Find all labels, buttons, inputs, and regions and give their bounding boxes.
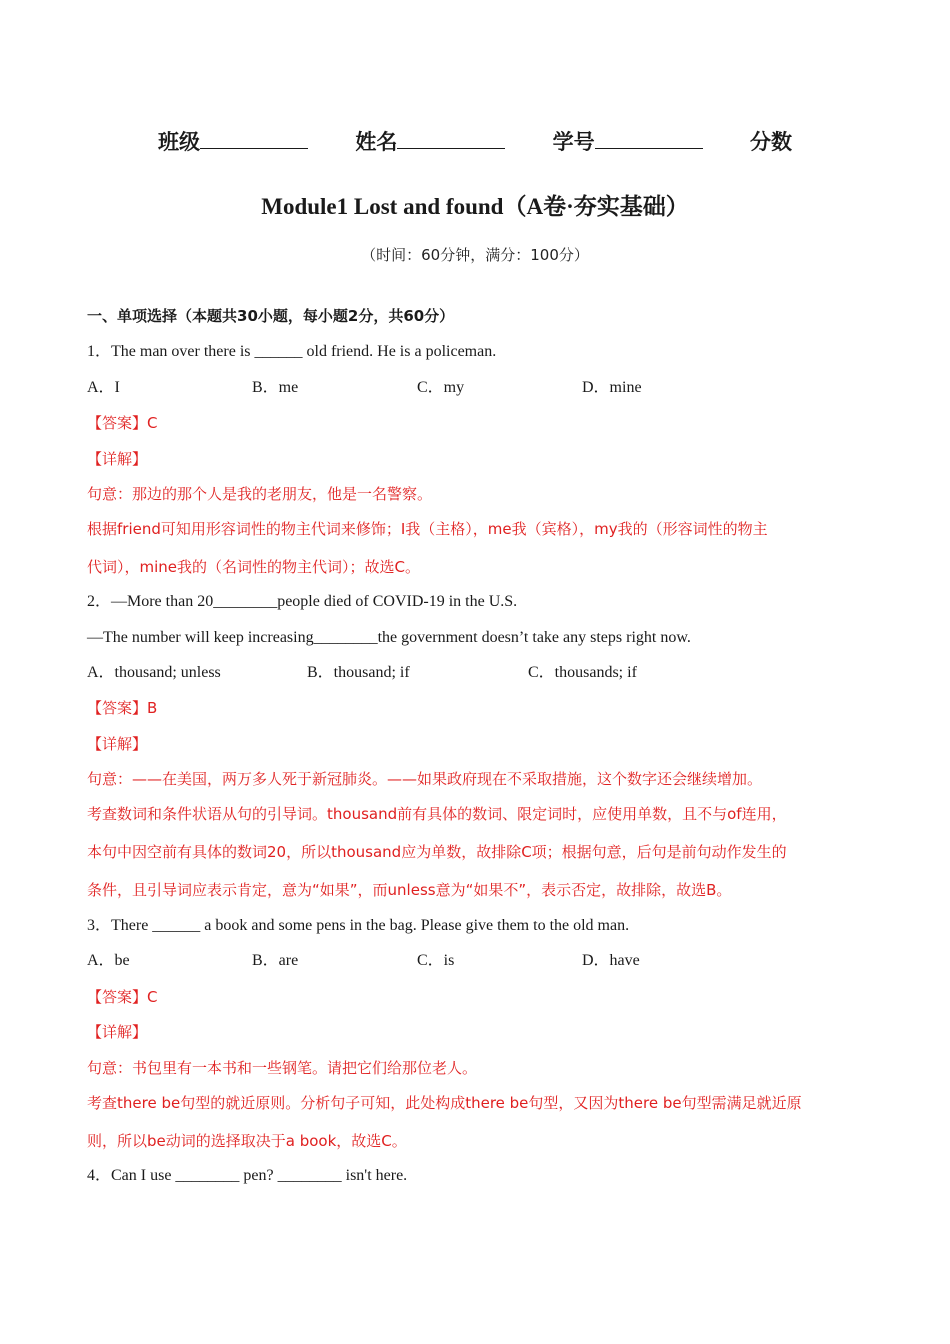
question-2-explain-line-1: 句意：——在美国，两万多人死于新冠肺炎。——如果政府现在不采取措施，这个数字还会继续增加。	[87, 770, 763, 788]
question-2-explain-line-3: 本句中因空前有具体的数词20，所以thousand应为单数，故排除C项；根据句意，后句是前句动作发生的	[87, 843, 787, 861]
question-1-answer: 【答案】C	[87, 414, 158, 432]
class-label: 班级	[158, 130, 201, 154]
question-1-option-d: D．mine	[582, 379, 642, 396]
question-1-detail-label: 【详解】	[87, 450, 148, 468]
page-subtitle: （时间：60分钟，满分：100分）	[361, 246, 589, 264]
name-blank	[397, 128, 505, 149]
question-3-explain-line-3: 则，所以be动词的选择取决于a book，故选C。	[87, 1132, 407, 1150]
question-3-stem: 3．There ______ a book and some pens in the bag. Please give them to the old man.	[87, 917, 630, 934]
class-blank	[200, 128, 308, 149]
question-2-option-b: B．thousand; if	[307, 664, 410, 681]
class-field	[158, 126, 308, 156]
name-label: 姓名	[355, 130, 398, 154]
question-1-option-b: B．me	[252, 379, 299, 396]
question-2-stem: 2．—More than 20________people died of COVID-19 in the U.S.	[87, 593, 518, 610]
question-3-answer: 【答案】C	[87, 988, 158, 1006]
name-field	[355, 126, 505, 156]
score-field	[750, 126, 792, 156]
question-3-explain-line-1: 句意：书包里有一本书和一些钢笔。请把它们给那位老人。	[87, 1059, 478, 1077]
id-field	[553, 126, 703, 156]
question-1-explain-line-1: 句意：那边的那个人是我的老朋友，他是一名警察。	[87, 485, 433, 503]
question-1-stem: 1．The man over there is ______ old friend. He is a policeman.	[87, 343, 497, 360]
question-3-option-d: D．have	[582, 952, 640, 969]
question-1-explain-line-2: 根据friend可知用形容词性的物主代词来修饰；I我（主格），me我（宾格），my我的（形容词性的物主	[87, 520, 768, 538]
question-2-stem-reply: —The number will keep increasing________the government doesn’t take any steps right now.	[87, 629, 691, 646]
question-3-option-a: A．be	[87, 952, 130, 969]
question-1-option-c: C．my	[417, 379, 465, 396]
question-2-explain-line-4: 条件，且引导词应表示肯定，意为“如果”，而unless意为“如果不”，表示否定，故排除，故选B。	[87, 881, 732, 899]
question-3-option-c: C．is	[417, 952, 455, 969]
question-2-option-c: C．thousands; if	[528, 664, 637, 681]
question-1-option-a: A．I	[87, 379, 120, 396]
question-3-detail-label: 【详解】	[87, 1023, 148, 1041]
question-2-explain-line-2: 考查数词和条件状语从句的引导词。thousand前有具体的数词、限定词时，应使用单数，且不与of连用，	[87, 805, 787, 823]
score-label: 分数	[749, 130, 792, 154]
question-4-stem: 4．Can I use ________ pen? ________ isn't here.	[87, 1167, 408, 1184]
student-info-header	[0, 126, 950, 156]
id-blank	[595, 128, 703, 149]
section-heading: 一、单项选择（本题共30小题，每小题2分，共60分）	[87, 307, 455, 325]
page-title: Module1 Lost and found（A卷·夯实基础）	[261, 194, 689, 219]
question-2-answer: 【答案】B	[87, 699, 158, 717]
question-2-option-a: A．thousand; unless	[87, 664, 221, 681]
question-3-option-b: B．are	[252, 952, 299, 969]
question-3-explain-line-2: 考查there be句型的就近原则。分析句子可知，此处构成there be句型，又因为there be句型需满足就近原	[87, 1094, 802, 1112]
id-label: 学号	[552, 130, 595, 154]
question-1-explain-line-3: 代词），mine我的（名词性的物主代词）；故选C。	[87, 558, 420, 576]
question-2-detail-label: 【详解】	[87, 735, 148, 753]
